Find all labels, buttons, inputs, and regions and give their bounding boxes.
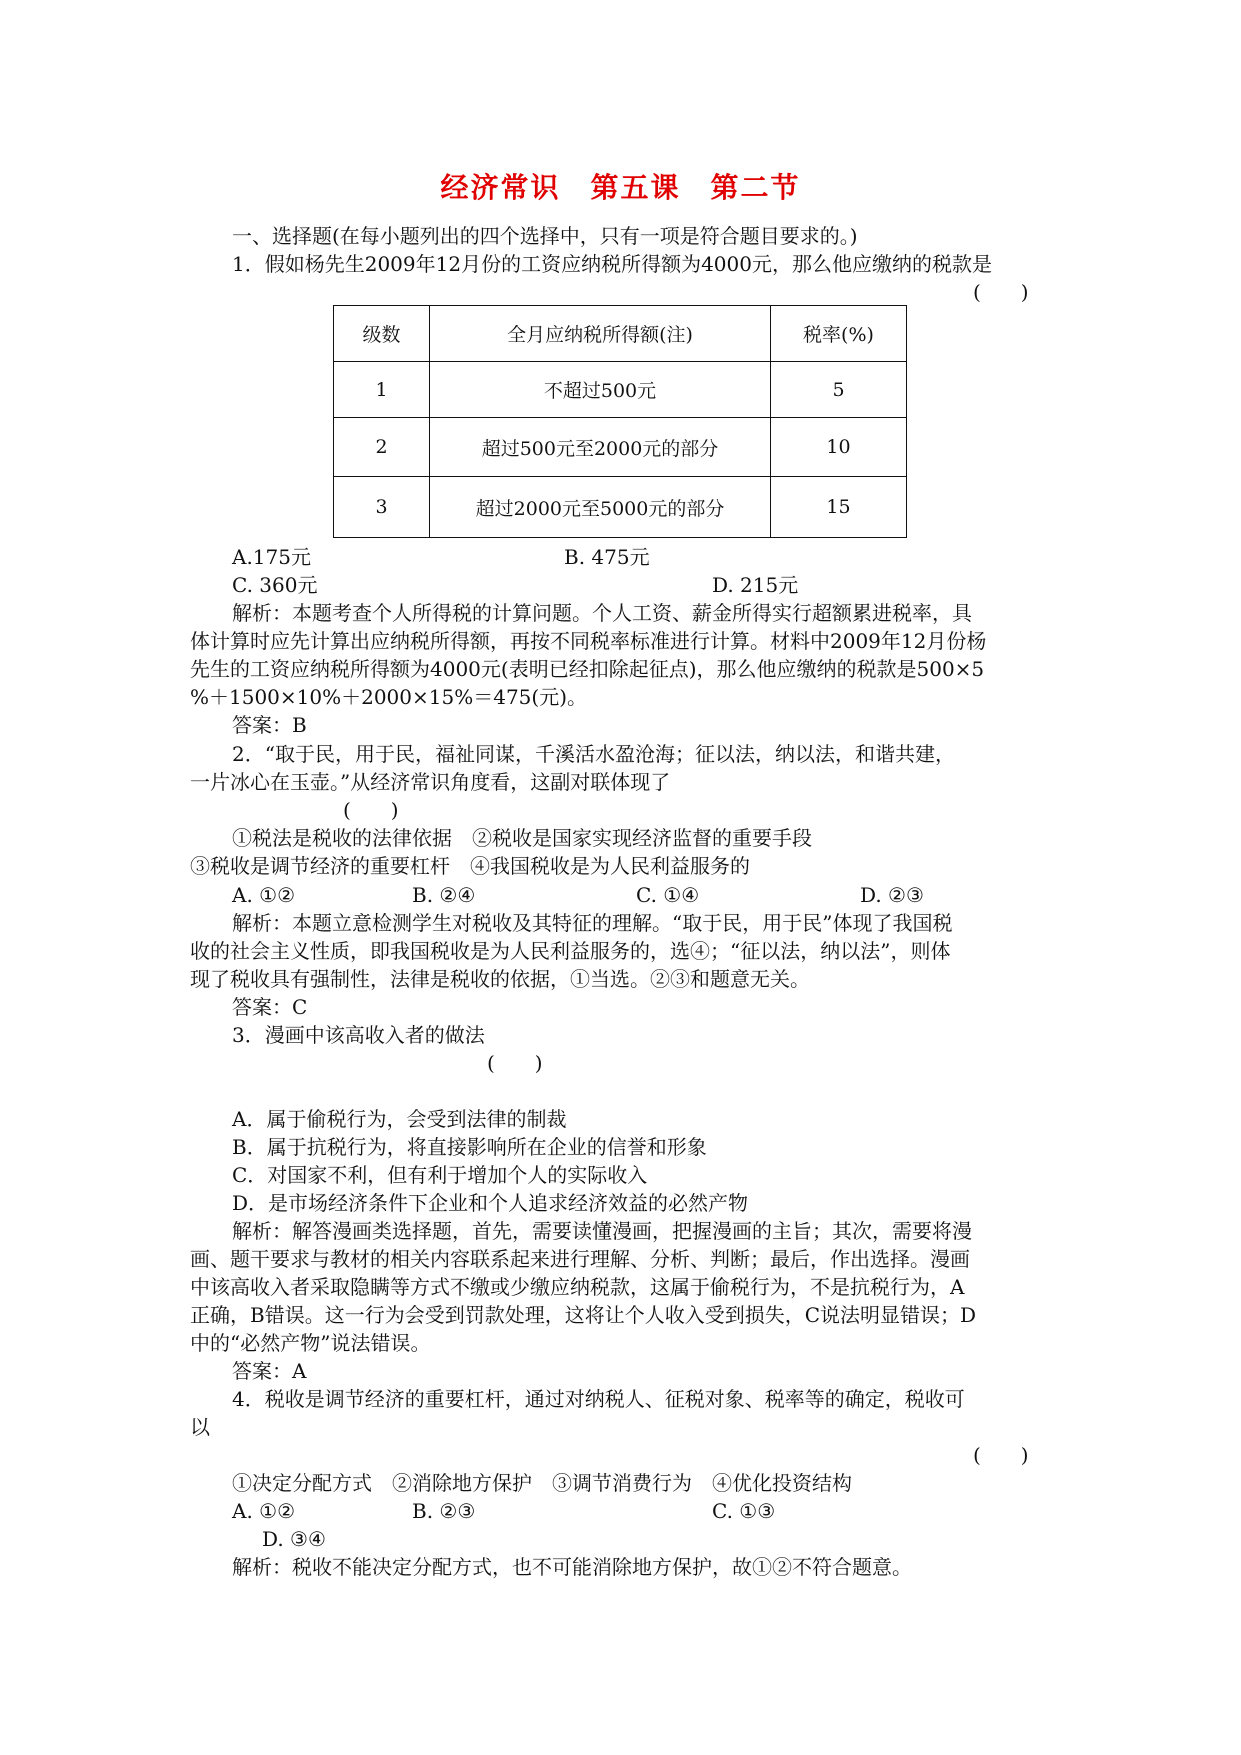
q1-option-d: D. 215元 (712, 573, 799, 597)
q1-option-b: B. 475元 (564, 545, 650, 569)
table-cell: 超过500元至2000元的部分 (430, 418, 771, 477)
q3-answer: 答案：A (232, 1359, 307, 1383)
q2-stem-line: 2．“取于民，用于民，福祉同谋，千溪活水盈沧海；征以法，纳以法，和谐共建， (232, 742, 955, 766)
q2-analysis-line: 现了税收具有强制性，法律是税收的依据，①当选。②③和题意无关。 (190, 967, 810, 991)
q4-option-d: D. ③④ (262, 1527, 326, 1551)
q2-option-c: C. ①④ (636, 883, 700, 907)
q2-items-line: ③税收是调节经济的重要杠杆 ④我国税收是为人民利益服务的 (190, 854, 750, 878)
q2-analysis-line: 解析：本题立意检测学生对税收及其特征的理解。“取于民，用于民”体现了我国税 (232, 911, 953, 935)
q3-analysis-line: 正确，B错误。这一行为会受到罚款处理，这将让个人收入受到损失，C说法明显错误；D (190, 1303, 977, 1327)
q2-answer: 答案：C (232, 995, 308, 1019)
q4-stem-line: 以 (190, 1415, 210, 1439)
q3-analysis-line: 中该高收入者采取隐瞒等方式不缴或少缴应纳税款，这属于偷税行为，不是抗税行为，A (190, 1275, 965, 1299)
table-row (334, 418, 907, 477)
table-cell: 3 (334, 477, 430, 538)
table-header-cell: 税率(%) (771, 306, 907, 362)
q2-analysis-line: 收的社会主义性质，即我国税收是为人民利益服务的，选④；“征以法，纳以法”，则体 (190, 939, 951, 963)
q4-analysis: 解析：税收不能决定分配方式，也不可能消除地方保护，故①②不符合题意。 (232, 1555, 912, 1579)
q4-stem-line: 4．税收是调节经济的重要杠杆，通过对纳税人、征税对象、税率等的确定，税收可 (232, 1387, 965, 1411)
q1-analysis-line: 体计算时应先计算出应纳税所得额，再按不同税率标准进行计算。材料中2009年12月份杨 (190, 629, 987, 653)
table-cell: 1 (334, 362, 430, 418)
q3-stem: 3．漫画中该高收入者的做法 (232, 1023, 485, 1047)
q2-option-a: A. ①② (232, 883, 296, 907)
table-cell: 5 (771, 362, 907, 418)
q4-option-a: A. ①② (232, 1499, 296, 1523)
q1-answer-paren: ( ) (973, 280, 1029, 304)
q3-analysis-line: 中的“必然产物”说法错误。 (190, 1331, 431, 1355)
q1-option-c: C. 360元 (232, 573, 318, 597)
q2-stem-line: 一片冰心在玉壶。”从经济常识角度看，这副对联体现了 (190, 770, 671, 794)
table-header-cell: 全月应纳税所得额(注) (430, 306, 771, 362)
q1-stem: 1．假如杨先生2009年12月份的工资应纳税所得额为4000元，那么他应缴纳的税款是 (232, 252, 992, 276)
q3-analysis-line: 画、题干要求与教材的相关内容联系起来进行理解、分析、判断；最后，作出选择。漫画 (190, 1247, 970, 1271)
q4-answer-paren: ( ) (973, 1443, 1029, 1467)
q1-analysis-line: 解析：本题考查个人所得税的计算问题。个人工资、薪金所得实行超额累进税率，具 (232, 601, 972, 625)
table-cell: 15 (771, 477, 907, 538)
q3-option: B．属于抗税行为，将直接影响所在企业的信誉和形象 (232, 1135, 707, 1159)
q4-option-b: B. ②③ (412, 1499, 476, 1523)
tax-rate-table (333, 305, 907, 538)
q1-analysis-line: 先生的工资应纳税所得额为4000元(表明已经扣除起征点)，那么他应缴纳的税款是500×5 (190, 657, 985, 681)
q3-analysis-line: 解析：解答漫画类选择题，首先，需要读懂漫画，把握漫画的主旨；其次，需要将漫 (232, 1219, 972, 1243)
q1-answer: 答案：B (232, 713, 307, 737)
q3-answer-paren: ( ) (487, 1051, 543, 1075)
table-header-cell: 级数 (334, 306, 430, 362)
table-row (334, 477, 907, 538)
q1-analysis-line: %＋1500×10%＋2000×15%＝475(元)。 (190, 685, 588, 709)
table-cell: 超过2000元至5000元的部分 (430, 477, 771, 538)
q2-option-b: B. ②④ (412, 883, 476, 907)
page-title: 经济常识 第五课 第二节 (440, 171, 801, 204)
table-cell: 2 (334, 418, 430, 477)
q3-option: D．是市场经济条件下企业和个人追求经济效益的必然产物 (232, 1191, 749, 1215)
table-cell: 10 (771, 418, 907, 477)
q4-option-c: C. ①③ (712, 1499, 776, 1523)
q3-option: C．对国家不利，但有利于增加个人的实际收入 (232, 1163, 648, 1187)
table-header-row (334, 306, 907, 362)
q3-option: A．属于偷税行为，会受到法律的制裁 (232, 1107, 567, 1131)
section-heading: 一、选择题(在每小题列出的四个选择中，只有一项是符合题目要求的。) (232, 224, 858, 248)
table-row (334, 362, 907, 418)
q2-answer-paren: ( ) (343, 798, 399, 822)
q2-option-d: D. ②③ (860, 883, 924, 907)
q1-option-a: A.175元 (232, 545, 311, 569)
table-cell: 不超过500元 (430, 362, 771, 418)
q4-items: ①决定分配方式 ②消除地方保护 ③调节消费行为 ④优化投资结构 (232, 1471, 852, 1495)
q2-items-line: ①税法是税收的法律依据 ②税收是国家实现经济监督的重要手段 (232, 826, 812, 850)
